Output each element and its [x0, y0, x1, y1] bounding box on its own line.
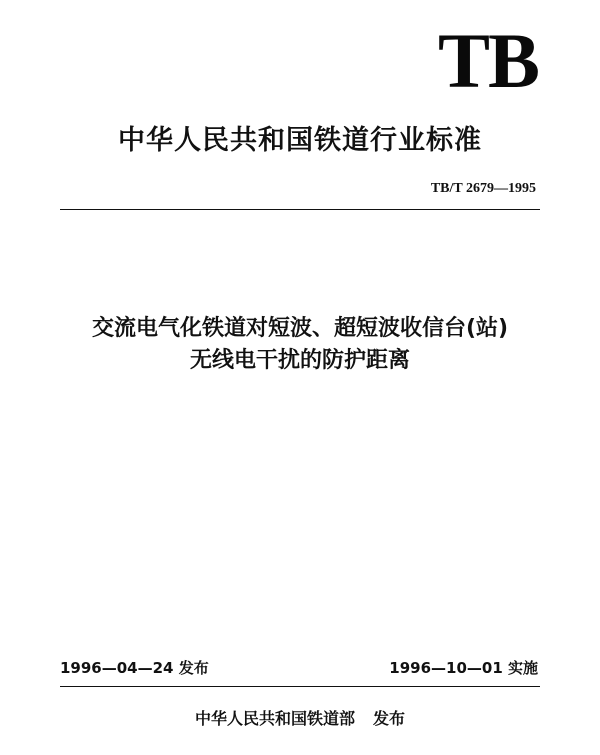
tb-logo: TB: [437, 17, 538, 104]
bottom-divider: [60, 686, 540, 687]
document-title-line-1: 交流电气化铁道对短波、超短波收信台(站): [91, 316, 509, 341]
issuer-action: 发布: [373, 709, 406, 728]
issue-date: 1996—04—24 发布: [60, 659, 209, 677]
document-title-line-2: 无线电干扰的防护距离: [189, 348, 410, 373]
standard-category-title: 中华人民共和国铁道行业标准: [118, 125, 482, 156]
issuer-line: [0, 706, 600, 729]
effective-date: 1996—10—01 实施: [389, 659, 538, 677]
top-divider: [60, 209, 540, 210]
issuer-name: 中华人民共和国铁道部: [194, 709, 355, 728]
standard-number: TB/T 2679—1995: [430, 181, 536, 196]
